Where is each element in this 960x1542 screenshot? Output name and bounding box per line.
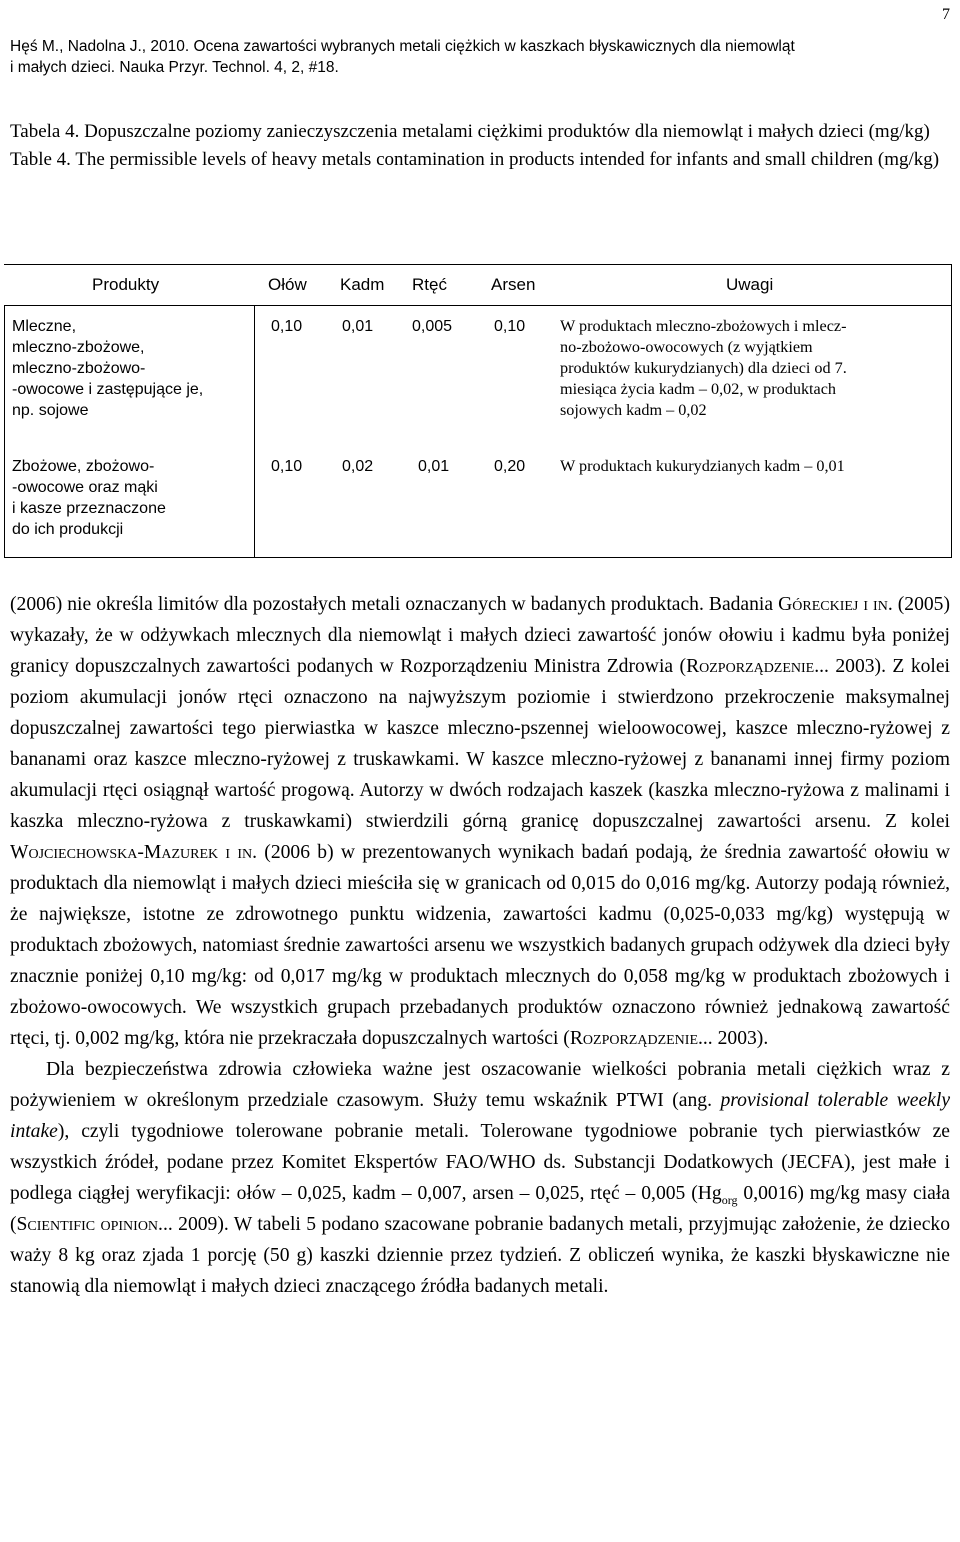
table-border-bottom bbox=[4, 557, 952, 558]
header-rtec: Rtęć bbox=[412, 275, 447, 294]
table-header-rule bbox=[4, 305, 952, 306]
header-line-1: Hęś M., Nadolna J., 2010. Ocena zawartości wybranych metali ciężkich w kaszkach błyskawicznych dla niemowląt bbox=[10, 38, 795, 55]
citation-wojciechowska: Wojciechowska-Mazurek i in. bbox=[10, 842, 258, 863]
row-1-uwagi: W produktach mleczno-zbożowych i mlecz- no-zbożowo-owocowych (z wyjątkiem produktów kukurydzianych) dla dzieci od 7. miesiąca życia kadm – 0,02, w produktach sojowych kadm – 0,02 bbox=[560, 317, 847, 419]
hg-org-subscript: org bbox=[721, 1192, 738, 1207]
table-column-rule bbox=[254, 305, 255, 558]
citation-rozporzadzenie: Rozporządzenie... bbox=[569, 1028, 713, 1049]
header-uwagi: Uwagi bbox=[726, 275, 774, 294]
row-1-product: Mleczne, mleczno-zbożowe, mleczno-zbożowo- -owocowe i zastępujące je, np. sojowe bbox=[12, 318, 204, 419]
row-2-olow: 0,10 bbox=[271, 458, 303, 475]
row-1-rtec: 0,005 bbox=[412, 318, 453, 335]
table-border-left bbox=[4, 305, 5, 558]
row-1-kadm: 0,01 bbox=[342, 318, 374, 335]
row-2-arsen: 0,20 bbox=[494, 458, 526, 475]
running-header bbox=[10, 36, 950, 78]
caption-polish: Tabela 4. Dopuszczalne poziomy zanieczyszczenia metalami ciężkimi produktów dla niemowląt i małych dzieci (mg/kg) bbox=[10, 121, 930, 142]
body-text bbox=[10, 589, 950, 1302]
paragraph-2: Dla bezpieczeństwa zdrowia człowieka ważne jest oszacowanie wielkości pobrania metali ciężkich wraz z pożywieniem w określonym przedziale czasowym. Służy temu wskaźnik PTWI (ang. provisional tolerable weekly intake), czyli tygodniowe tolerowane pobranie metali. Tolerowane tygodniowe pobranie tych pierwiastków ze wszystkich źródeł, podane przez Komitet Ekspertów FAO/WHO ds. Substancji Dodatkowych (JECFA), jest małe i podlega ciągłej weryfikacji: ołów – 0,025, kadm – 0,007, arsen – 0,025, rtęć – 0,005 ($Hg_{org}$ 0,0016) mg/kg masy ciała (Scientific opinion... 2009). W tabeli 5 podano szacowane pobranie badanych metali, przyjmując założenie, że dziecko waży 8 kg oraz zjada 1 porcję (50 g) kaszki dziennie przez tydzień. Z obliczeń wynika, że kaszki błyskawiczne nie stanowią dla niemowląt i małych dzieci znaczącego źródła badanych metali. bbox=[10, 1059, 951, 1297]
row-2-product: Zbożowe, zbożowo- -owocowe oraz mąki i kasze przeznaczone do ich produkcji bbox=[12, 458, 166, 538]
header-produkty: Produkty bbox=[92, 275, 160, 294]
header-olow: Ołów bbox=[268, 275, 307, 294]
row-1-arsen: 0,10 bbox=[494, 318, 526, 335]
paragraph-1: (2006) nie określa limitów dla pozostałych metali oznaczanych w badanych produktach. Badania Góreckiej i in. (2005) wykazały, że w odżywkach mlecznych dla niemowląt i małych dzieci zawartość jonów ołowiu i kadmu była poniżej granicy dopuszczalnych zawartości podanych w Rozporządzeniu Ministra Zdrowia (Rozporządzenie... 2003). Z kolei poziom akumulacji jonów rtęci oznaczono na najwyższym poziomie i stwierdzono przekroczenie maksymalnej dopuszczalnej zawartości tego pierwiastka w kaszce mleczno-pszennej wieloowocowej, kaszce mleczno-ryżowej z bananami oraz kaszce mleczno-ryżowej z truskawkami. W kaszce mleczno-ryżowej z bananami innej firmy poziom akumulacji rtęci osiągnął wartość progową. Autorzy w dwóch rodzajach kaszek (kaszka mleczno-ryżowa z malinami i kaszka mleczno-ryżowa z truskawkami) stwierdzili górną granicę dopuszczalnej zawartości arsenu. Z kolei Wojciechowska-Mazurek i in. (2006 b) w prezentowanych wynikach badań podają, że średnia zawartość ołowiu w produktach dla niemowląt i małych dzieci mieściła się w granicach od 0,015 do 0,016 mg/kg. Autorzy podają również, że największe, istotne ze zdrowotnego punktu widzenia, zawartości kadmu (0,025-0,033 mg/kg) występują w produktach zbożowych, natomiast średnie zawartości arsenu we wszystkich badanych grupach odżywek dla dzieci były znacznie poniżej 0,10 mg/kg: od 0,017 mg/kg w produktach mlecznych do 0,058 mg/kg w produktach zbożowych i zbożowo-owocowych. We wszystkich grupach przebadanych produktów oznaczono również jednakową zawartość rtęci, tj. 0,002 mg/kg, która nie przekraczała dopuszczalnych wartości (Rozporządzenie... 2003). bbox=[10, 594, 951, 1049]
citation-scientific-opinion: Scientific opinion... bbox=[16, 1214, 173, 1235]
ptwi-term: provisional tolerable weekly intake bbox=[10, 1090, 951, 1142]
header-arsen: Arsen bbox=[491, 275, 536, 294]
header-line-2: i małych dzieci. Nauka Przyr. Technol. 4, 2, #18. bbox=[10, 59, 339, 76]
row-2-kadm: 0,02 bbox=[342, 458, 374, 475]
row-1-olow: 0,10 bbox=[271, 318, 303, 335]
header-kadm: Kadm bbox=[340, 275, 385, 294]
row-2-uwagi: W produktach kukurydzianych kadm – 0,01 bbox=[560, 457, 845, 475]
table-border-top bbox=[4, 264, 952, 265]
citation-rozporzadzenie: Rozporządzenie... bbox=[686, 656, 829, 677]
table-caption bbox=[10, 118, 950, 174]
table-border-right bbox=[951, 264, 952, 558]
page-number: 7 bbox=[942, 6, 950, 23]
caption-english: Table 4. The permissible levels of heavy metals contamination in products intended for infants and small children (mg/kg) bbox=[10, 149, 940, 170]
citation-gorecka: Góreckiej i in. bbox=[778, 594, 893, 615]
row-2-rtec: 0,01 bbox=[418, 458, 450, 475]
